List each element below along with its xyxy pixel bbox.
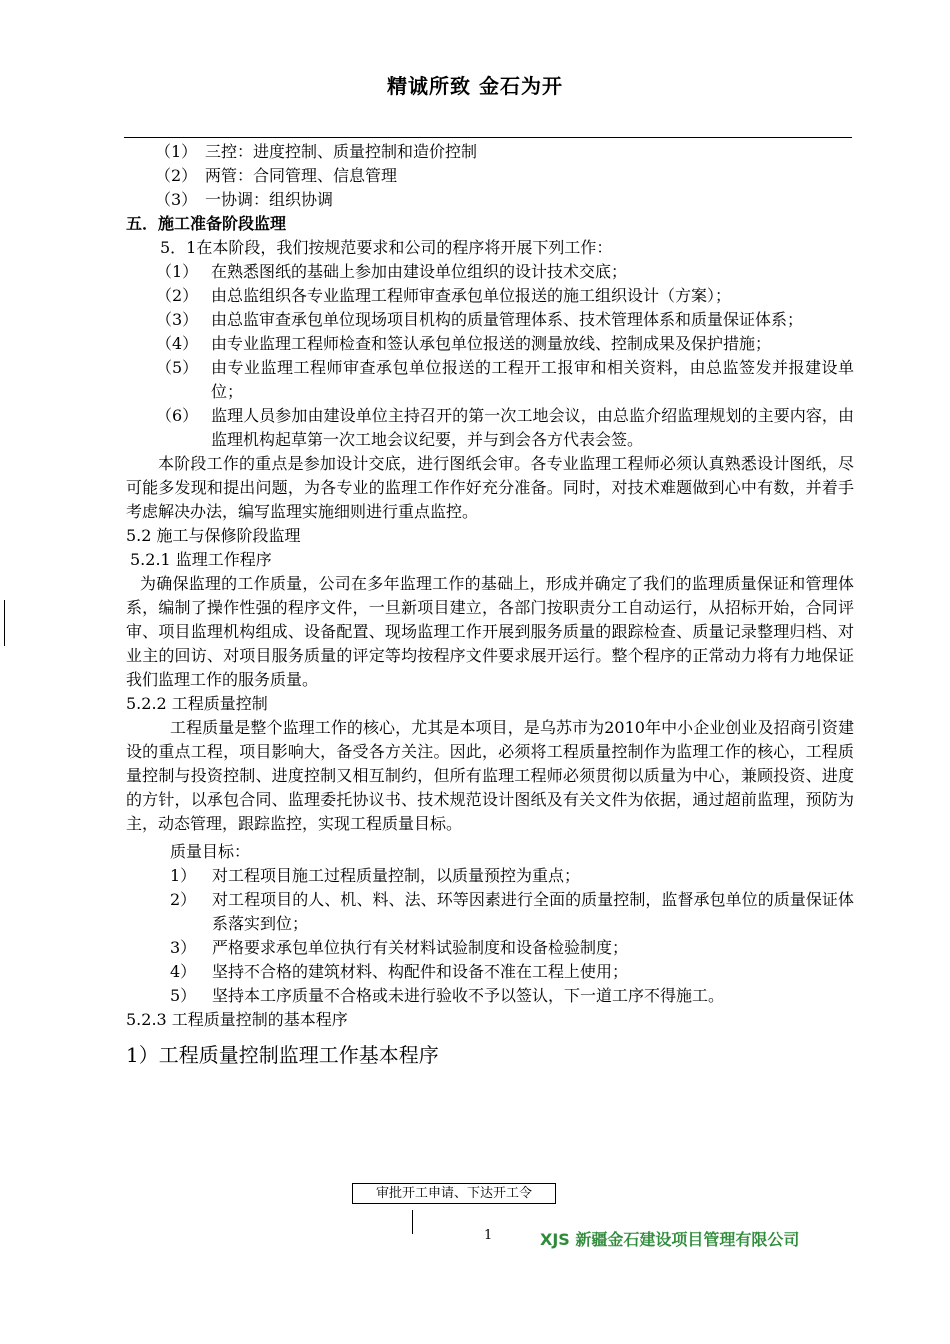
- list-item-text: 由总监组织各专业监理工程师审查承包单位报送的施工组织设计（方案）；: [211, 286, 732, 305]
- list-item-text: 三控：进度控制、质量控制和造价控制: [205, 142, 478, 161]
- list-item-text: 对工程项目施工过程质量控制，以质量预控为重点；: [212, 866, 581, 885]
- list-item: [126, 284, 854, 308]
- list-item-text: 一协调：组织协调: [205, 190, 334, 209]
- page-number: 1: [484, 1228, 493, 1243]
- list-item-number: （2）: [156, 286, 199, 305]
- list-item-text: 由总监审查承包单位现场项目机构的质量管理体系、技术管理体系和质量保证体系；: [211, 310, 804, 329]
- flowchart-step-box: 审批开工申请、下达开工令: [352, 1183, 556, 1204]
- section-5-2-heading: 5.2 施工与保修阶段监理: [126, 526, 301, 545]
- list-item: [126, 984, 854, 1008]
- list-item: [126, 140, 854, 164]
- list-item: [126, 332, 854, 356]
- section-5-2-1-text: 为确保监理的工作质量，公司在多年监理工作的基础上，形成并确定了我们的监理质量保证和管理体系，编制了操作性强的程序文件，一旦新项目建立，各部门按职责分工自动运行，从招标开始，合同评审、项目监理机构组成、设备配置、现场监理工作开展到服务质量的跟踪检查、质量记录整理归档、对业主的回访、对项目服务质量的评定等均按程序文件要求展开运行。整个程序的正常动力将有力地保证我们监理工作的服务质量。: [126, 574, 854, 689]
- list-item-number: 4）: [170, 962, 197, 981]
- list-item: [126, 356, 854, 404]
- list-item-text: 由专业监理工程师审查承包单位报送的工程开工报审和相关资料，由总监签发并报建设单位；: [211, 358, 854, 401]
- list-item: [126, 188, 854, 212]
- list-item-text: 坚持不合格的建筑材料、构配件和设备不准在工程上使用；: [212, 962, 629, 981]
- list-item-number: （3）: [156, 310, 199, 329]
- section-5-2-1-heading: 5.2.1 监理工作程序: [130, 550, 272, 569]
- document-body: [126, 140, 854, 1070]
- list-item-number: 5）: [170, 986, 197, 1005]
- list-item-text: 严格要求承包单位执行有关材料试验制度和设备检验制度；: [212, 938, 629, 957]
- list-item: [126, 936, 854, 960]
- list-item-number: （6）: [156, 406, 199, 425]
- quality-goal-label: 质量目标：: [170, 842, 251, 861]
- list-item: [126, 308, 854, 332]
- section-5-2-3-subheading: 1）工程质量控制监理工作基本程序: [126, 1043, 439, 1067]
- header-divider: [124, 137, 852, 138]
- margin-change-bar: [4, 600, 5, 646]
- list-item-number: （5）: [156, 358, 199, 377]
- list-item-text: 在熟悉图纸的基础上参加由建设单位组织的设计技术交底；: [211, 262, 628, 281]
- flowchart-connector: [412, 1210, 413, 1234]
- list-item: [126, 960, 854, 984]
- section-5-2-2-text: 工程质量是整个监理工作的核心，尤其是本项目，是乌苏市为2010年中小企业创业及招商引资建设的重点工程，项目影响大，备受各方关注。因此，必须将工程质量控制作为监理工作的核心，工程质量控制与投资控制、进度控制又相互制约，但所有监理工程师必须贯彻以质量为中心，兼顾投资、进度的方针，以承包合同、监理委托协议书、技术规范设计图纸及有关文件为依据，通过超前监理，预防为主，动态管理，跟踪监控，实现工程质量目标。: [126, 718, 854, 833]
- section-5-intro: 5．1在本阶段，我们按规范要求和公司的程序将开展下列工作：: [160, 238, 613, 257]
- section-5-heading: 五．施工准备阶段监理: [126, 214, 287, 233]
- page-header-title: 精诚所致 金石为开: [387, 74, 563, 98]
- list-item-text: 由专业监理工程师检查和签认承包单位报送的测量放线、控制成果及保护措施；: [211, 334, 772, 353]
- list-item-text: 坚持本工序质量不合格或未进行验收不予以签认，下一道工序不得施工。: [212, 986, 725, 1005]
- footer-company-name: XJS 新疆金石建设项目管理有限公司: [540, 1230, 800, 1249]
- list-item: [126, 404, 854, 452]
- list-item: [126, 888, 854, 936]
- list-item-number: （1）: [155, 142, 198, 161]
- list-item-number: （2）: [155, 166, 198, 185]
- list-item-text: 两管：合同管理、信息管理: [205, 166, 398, 185]
- section-5-summary: 本阶段工作的重点是参加设计交底，进行图纸会审。各专业监理工程师必须认真熟悉设计图纸，尽可能多发现和提出问题，为各专业的监理工作作好充分准备。同时，对技术难题做到心中有数，并着手考虑解决办法，编写监理实施细则进行重点监控。: [126, 454, 854, 521]
- list-item-number: 3）: [170, 938, 197, 957]
- list-item-number: （4）: [156, 334, 199, 353]
- list-item-text: 监理人员参加由建设单位主持召开的第一次工地会议，由总监介绍监理规划的主要内容，由监理机构起草第一次工地会议纪要，并与到会各方代表会签。: [211, 406, 854, 449]
- list-item: [126, 164, 854, 188]
- section-5-2-3-heading: 5.2.3 工程质量控制的基本程序: [126, 1010, 348, 1029]
- list-item-number: 1）: [170, 866, 197, 885]
- section-5-2-2-heading: 5.2.2 工程质量控制: [126, 694, 268, 713]
- list-item-number: （3）: [155, 190, 198, 209]
- list-item-text: 对工程项目的人、机、料、法、环等因素进行全面的质量控制，监督承包单位的质量保证体系落实到位；: [212, 890, 854, 933]
- list-item: [126, 260, 854, 284]
- list-item: [126, 864, 854, 888]
- list-item-number: 2）: [170, 890, 197, 909]
- list-item-number: （1）: [156, 262, 199, 281]
